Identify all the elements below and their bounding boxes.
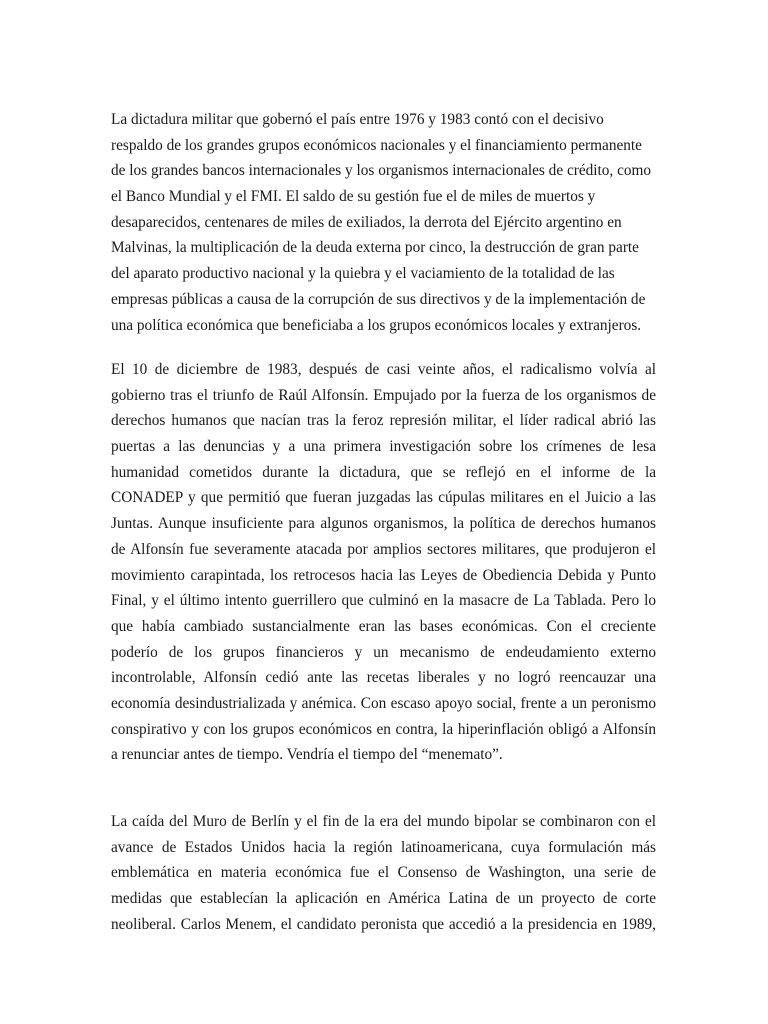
text-line: La caída del Muro de Berlín y el fin de la era del mundo bipolar se combinaron con el [111,813,656,830]
text-line: La dictadura militar que gobernó el país entre 1976 y 1983 contó con el decisivo [111,111,604,128]
text-line: una política económica que beneficiaba a los grupos económicos locales y extranjeros. [111,316,642,334]
text-line: movimiento carapintada, los retrocesos hacia las Leyes de Obediencia Debida y Punto [111,566,656,584]
text-line: que había cambiado sustancialmente eran las bases económicas. Con el creciente [111,617,656,635]
text-line: Final, y el último intento guerrillero que culminó en la masacre de La Tablada. Pero lo [111,592,656,610]
text-line: Malvinas, la multiplicación de la deuda externa por cinco, la destrucción de gran parte [111,239,639,257]
text-line: derechos humanos que nacían tras la feroz represión militar, el líder radical abrió las [111,412,656,430]
text-line: el Banco Mundial y el FMI. El saldo de su gestión fue el de miles de muertos y [111,188,596,206]
paragraph-dictadura [111,107,656,338]
text-line: neoliberal. Carlos Menem, el candidato peronista que accedió a la presidencia en 1989, [111,915,656,933]
text-line: del aparato productivo nacional y la quiebra y el vaciamiento de la totalidad de las [111,265,615,283]
text-line: puertas a las denuncias y a una primera investigación sobre los crímenes de lesa [111,438,656,456]
paragraph-alfonsin [111,357,656,768]
text-line: CONADEP y que permitió que fueran juzgadas las cúpulas militares en el Juicio a las [111,489,656,507]
text-line: incontrolable, Alfonsín cedió ante las recetas liberales y no logró reencauzar una [111,669,656,687]
text-line: desaparecidos, centenares de miles de exiliados, la derrota del Ejército argentino en [111,213,622,231]
text-line: conspirativo y con los grupos económicos en contra, la hiperinflación obligó a Alfonsín [111,720,656,738]
text-line: economía desindustrializada y anémica. Con escaso apoyo social, frente a un peronismo [111,694,656,712]
text-line: avance de Estados Unidos hacia la región latinoamericana, cuya formulación más [111,838,656,856]
paragraph-menem [111,809,656,937]
text-line: respaldo de los grandes grupos económicos nacionales y el financiamiento permanente [111,136,642,154]
text-line: empresas públicas a causa de la corrupción de sus directivos y de la implementación de [111,290,646,308]
text-line: gobierno tras el triunfo de Raúl Alfonsín. Empujado por la fuerza de los organismos de [111,386,656,404]
text-line: medidas que establecían la aplicación en América Latina de un proyecto de corte [111,890,656,908]
text-line: El 10 de diciembre de 1983, después de casi veinte años, el radicalismo volvía al [111,361,656,378]
text-line: emblemática en materia económica fue el Consenso de Washington, una serie de [111,864,656,882]
text-line: de los grandes bancos internacionales y los organismos internacionales de crédito, como [111,162,652,180]
text-line: de Alfonsín fue severamente atacada por amplios sectores militares, que produjeron el [111,540,656,558]
text-line: Juntas. Aunque insuficiente para algunos organismos, la política de derechos humanos [111,515,656,533]
text-line: poderío de los grupos financieros y un mecanismo de endeudamiento externo [111,643,656,661]
text-line: a renunciar antes de tiempo. Vendría el tiempo del “menemato”. [111,746,503,764]
text-line: humanidad cometidos durante la dictadura, que se reflejó en el informe de la [111,463,656,481]
